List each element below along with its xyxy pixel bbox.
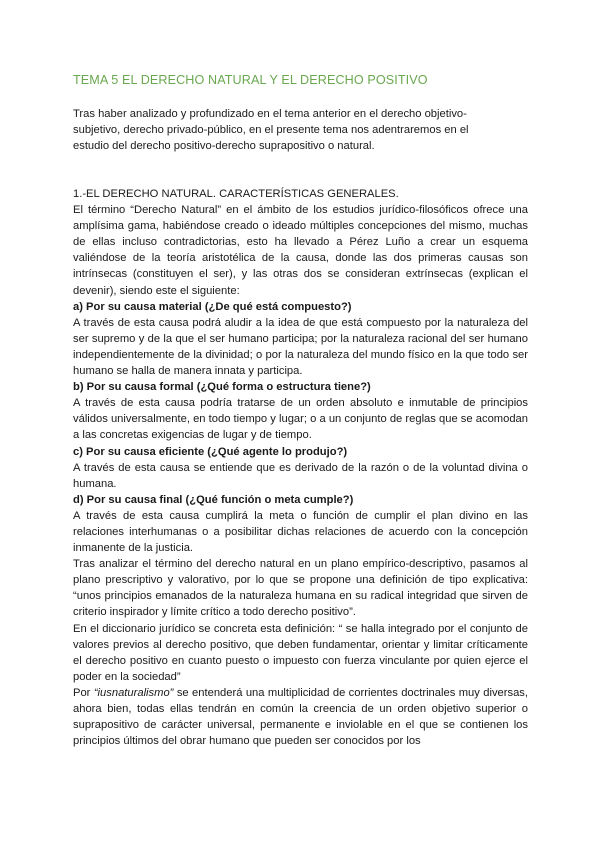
cause-text-final: A través de esta causa cumplirá la meta o función de cumplir el plan divino en las relaciones interhumanas o a posibilitar dichas relaciones de acuerdo con la concepción inmanente de la justicia. <box>73 509 528 555</box>
cause-heading-material: a) Por su causa material (¿De qué está compuesto?) <box>73 300 352 313</box>
iusnaturalismo-term: “iusnaturalismo” <box>93 686 174 699</box>
iusnaturalismo-text: se entenderá una multiplicidad de corrientes doctrinales muy diversas, ahora bien, todas ellas tendrán en común la creencia de un orden objetivo superior o suprapositivo de carácter universal, permanente e inviolable en el que se contienen los principios últimos del obrar humano que pueden ser conocidos por los <box>73 686 529 748</box>
paragraph-term-definition: El término “Derecho Natural” en el ámbito de los estudios jurídico-filosóficos ofrece una amplísima gama, habiéndose creado o ideado múltiples concepciones del mismo, muchas de ellas incluso contradictorias, esto ha llevado a Pérez Luño a crear un esquema valiéndose de la teoría aristotélica de la causa, donde las dos primeras causas son intrínsecas (constituyen el ser), y las otras dos se consideran extrínsecas (explican el devenir), siendo este el siguiente: <box>73 204 528 297</box>
iusnaturalismo-prefix: Por <box>73 686 91 699</box>
cause-heading-efficient: c) Por su causa eficiente (¿Qué agente lo produjo?) <box>73 445 348 458</box>
page-title: TEMA 5 EL DERECHO NATURAL Y EL DERECHO POSITIVO <box>73 73 428 87</box>
intro-paragraph: Tras haber analizado y profundizado en el tema anterior en el derecho objetivo-subjetivo, derecho privado-público, en el presente tema nos adentraremos en el estudio del derecho positivo-derecho suprapositivo o natural. <box>73 108 469 152</box>
cause-text-material: A través de esta causa podrá aludir a la idea de que está compuesto por la naturaleza del ser supremo y de la que el ser humano participa; por la naturaleza racional del ser humano independientemente de la divinidad; o por la naturaleza del mundo físico en la que todo ser humano se halla de manera innata y participa. <box>73 316 528 378</box>
paragraph-prescriptive-definition: Tras analizar el término del derecho natural en un plano empírico-descriptivo, pasamos al plano prescriptivo y valorativo, por lo que se propone una definición de tipo explicativa: “unos principios emanados de la naturaleza humana en su radical integridad que sirven de criterio inspirador y límite crítico a todo derecho positivo”. <box>73 558 528 619</box>
cause-text-efficient: A través de esta causa se entiende que es derivado de la razón o de la voluntad divina o humana. <box>73 461 528 490</box>
paragraph-legal-dictionary: En el diccionario jurídico se concreta esta definición: “ se halla integrado por el conjunto de valores previos al derecho positivo, que deben fundamentar, orientar y limitar críticamente el derecho positivo en cuanto puesto o impuesto con fuerza vinculante por quien ejerce el poder en la sociedad” <box>73 622 528 683</box>
cause-heading-formal: b) Por su causa formal (¿Qué forma o estructura tiene?) <box>73 381 371 394</box>
document-body <box>73 186 528 749</box>
cause-heading-final: d) Por su causa final (¿Qué función o meta cumple?) <box>73 493 354 506</box>
section-heading: 1.-EL DERECHO NATURAL. CARACTERÍSTICAS GENERALES. <box>73 188 399 200</box>
paragraph-iusnaturalismo <box>73 685 528 749</box>
cause-text-formal: A través de esta causa podría tratarse de un orden absoluto e inmutable de principios válidos universalmente, en todo tiempo y lugar; o a un conjunto de reglas que se acomodan a las concretas exigencias de lugar y de tiempo. <box>73 397 528 442</box>
